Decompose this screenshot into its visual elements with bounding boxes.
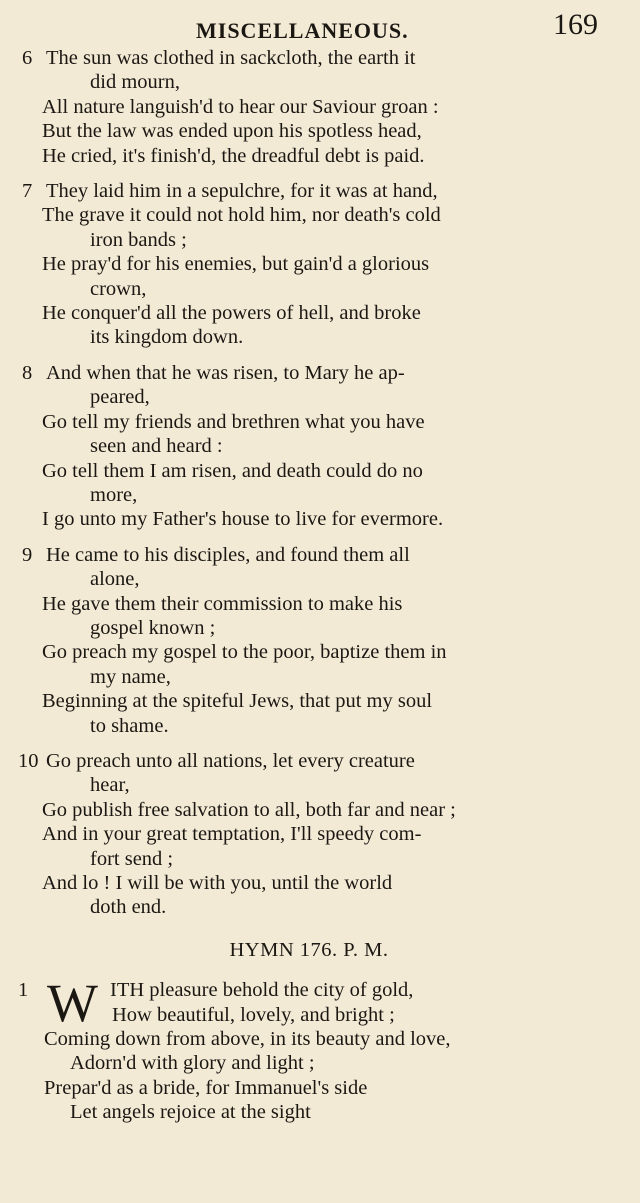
verse-line-text: peared,	[90, 386, 150, 409]
verse-line	[42, 507, 600, 531]
verse-line-text: doth end.	[90, 896, 167, 919]
verse-line	[42, 871, 600, 895]
stanza-number: 9	[22, 543, 33, 566]
verse-line-text: Beginning at the spiteful Jews, that put my soul	[42, 690, 433, 713]
page-number: 169	[553, 8, 598, 41]
verse-line	[90, 483, 600, 507]
page-header	[0, 8, 640, 42]
verse-line-text: Go preach unto all nations, let every creature	[46, 749, 415, 772]
verse-line	[90, 895, 600, 919]
verse-line	[90, 567, 600, 591]
verse-line	[90, 773, 600, 797]
stanza	[18, 46, 600, 168]
verse-line	[22, 46, 600, 70]
hymn-first-line: ITH pleasure behold the city of gold,	[110, 979, 414, 1002]
verse-line-text: The grave it could not hold him, nor death's cold	[42, 204, 441, 227]
verse-line-text: And lo ! I will be with you, until the world	[42, 872, 393, 894]
verse-line	[42, 203, 600, 227]
verse-line-text: hear,	[90, 774, 130, 797]
running-head: MISCELLANEOUS.	[196, 18, 409, 43]
verse-line	[22, 543, 600, 567]
verse-line	[22, 179, 600, 203]
verse-line	[90, 70, 600, 94]
verse-line	[42, 144, 600, 168]
stanza	[18, 361, 600, 532]
verse-line	[42, 822, 600, 846]
verse-line-text: Go tell them I am risen, and death could do no	[42, 459, 423, 482]
verse-line	[90, 325, 600, 349]
verse-line	[90, 616, 600, 640]
verse-line	[42, 592, 600, 616]
verse-line	[18, 749, 600, 773]
verse-line	[42, 252, 600, 276]
verse-line	[42, 95, 600, 119]
verse-line	[42, 119, 600, 143]
verse-line	[90, 434, 600, 458]
verse-line-text: iron bands ;	[90, 228, 187, 251]
hymn-line-list	[18, 1027, 600, 1125]
verse-line	[42, 798, 600, 822]
verse-line-text: to shame.	[90, 714, 169, 737]
verse-line-text: And when that he was risen, to Mary he ap-	[46, 361, 405, 384]
stanza-list	[18, 46, 600, 920]
verse-line-text: fort send ;	[90, 847, 174, 870]
verse-line-text: They laid him in a sepulchre, for it was at hand,	[46, 180, 438, 203]
hymn-text-body	[18, 46, 600, 1125]
verse-line-text: alone,	[90, 568, 140, 591]
verse-line	[90, 277, 600, 301]
hymn-line: Prepar'd as a bride, for Immanuel's side	[44, 1076, 368, 1099]
verse-line-text: But the law was ended upon his spotless head,	[42, 120, 422, 143]
verse-line-text: He conquer'd all the powers of hell, and broke	[42, 302, 421, 325]
hymn-verse-number: 1	[18, 979, 29, 1002]
stanza-number: 10	[18, 749, 39, 772]
verse-line	[90, 714, 600, 738]
verse-line	[22, 361, 600, 385]
hymn-line: Coming down from above, in its beauty and love,	[44, 1028, 451, 1051]
verse-line	[42, 689, 600, 713]
verse-line	[90, 847, 600, 871]
verse-line	[90, 385, 600, 409]
hymn-second-line: How beautiful, lovely, and bright ;	[112, 1003, 395, 1026]
drop-cap: W	[47, 973, 98, 1034]
hymn-title: HYMN 176. P. M.	[229, 938, 389, 961]
stanza	[18, 179, 600, 350]
verse-line-text: Go publish free salvation to all, both far and near ;	[42, 798, 456, 821]
verse-line-text: seen and heard :	[90, 435, 223, 458]
hymn-line: Let angels rejoice at the sight	[70, 1101, 311, 1124]
verse-line-text: Go preach my gospel to the poor, baptize them in	[42, 641, 447, 664]
verse-line-text: He cried, it's finish'd, the dreadful debt is paid.	[42, 144, 425, 167]
verse-line	[90, 228, 600, 252]
verse-line-text: my name,	[90, 665, 171, 688]
verse-line-text: All nature languish'd to hear our Saviour groan :	[42, 95, 439, 118]
verse-line-text: did mourn,	[90, 71, 180, 94]
verse-line	[42, 410, 600, 434]
stanza	[18, 749, 600, 920]
verse-line	[42, 459, 600, 483]
verse-line-text: crown,	[90, 277, 147, 300]
verse-line-text: The sun was clothed in sackcloth, the earth it	[46, 47, 416, 69]
verse-line	[42, 640, 600, 664]
verse-line	[90, 665, 600, 689]
verse-line-text: He gave them their commission to make his	[42, 592, 403, 615]
stanza-number: 7	[22, 180, 33, 203]
verse-line-text: And in your great temptation, I'll speedy com-	[42, 823, 422, 846]
stanza	[18, 543, 600, 738]
stanza-number: 8	[22, 361, 33, 384]
verse-line-text: He came to his disciples, and found them all	[46, 543, 410, 566]
stanza-number: 6	[22, 47, 33, 69]
verse-line-text: more,	[90, 483, 138, 506]
hymn-line: Adorn'd with glory and light ;	[70, 1052, 315, 1075]
verse-line-text: He pray'd for his enemies, but gain'd a glorious	[42, 253, 430, 276]
verse-line-text: gospel known ;	[90, 616, 216, 639]
verse-line-text: I go unto my Father's house to live for evermore.	[42, 508, 444, 531]
verse-line	[42, 301, 600, 325]
verse-line-text: its kingdom down.	[90, 326, 244, 349]
hymn-verse	[18, 973, 600, 1124]
verse-line-text: Go tell my friends and brethren what you have	[42, 410, 425, 433]
